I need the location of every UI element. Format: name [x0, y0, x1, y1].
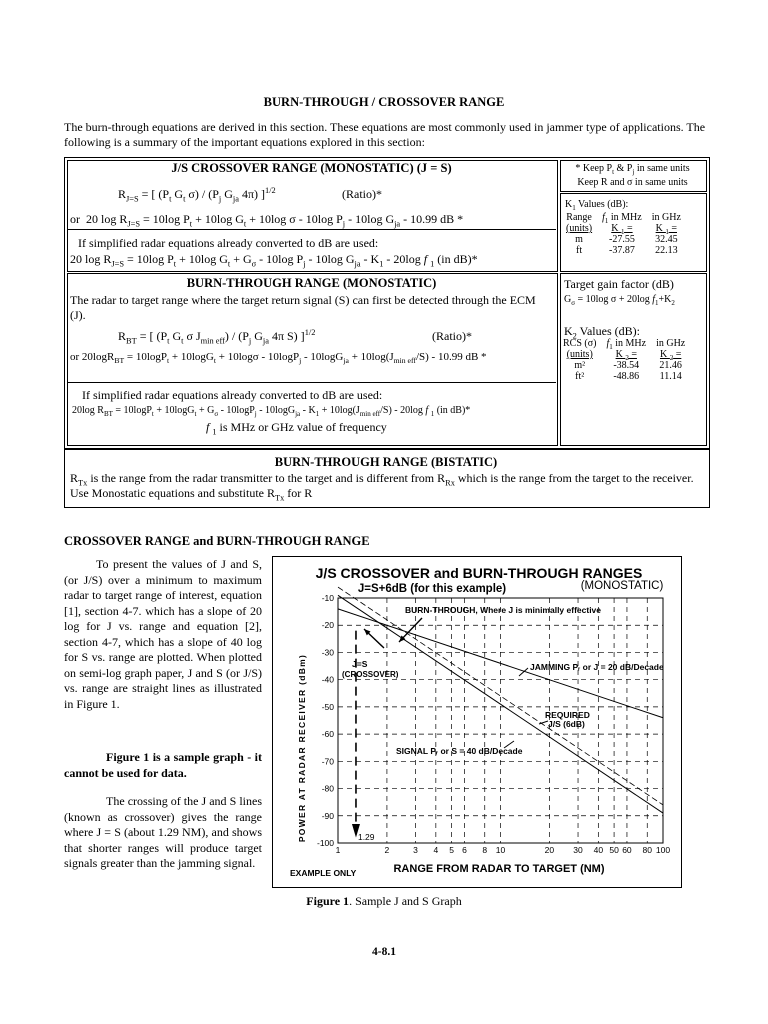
section-para3: The crossing of the J and S lines (known as crossover) gives the range where J = S (about 1.29 NM), and shows that shorter ranges will produce target signals greater than the jamming signal.: [64, 794, 262, 870]
k1-title: $K_1$ Values (dB):: [565, 199, 629, 212]
crossover-divider: [67, 229, 556, 230]
k1-r1-unit: ft: [576, 245, 583, 256]
annotation-signal: SIGNAL Pᵣ or S = 40 dB/Decade: [396, 746, 523, 756]
js-chart: [272, 556, 682, 888]
k1-r0-unit: m: [575, 234, 583, 245]
k1-c2: K $_1$ =: [655, 223, 677, 236]
annotation-required-js: J/S (6dB): [548, 719, 585, 729]
gain-eq: $G_\sigma = 10\log$ σ + 20log $f_1+K_2$: [564, 294, 675, 307]
y-tick-label: -40: [321, 674, 334, 685]
k2-c1: K $_2$ =: [615, 349, 637, 362]
x-tick-label: 1: [335, 845, 341, 855]
intro-paragraph: The burn-through equations are derived in this section. These equations are most commonly used in jammer type of applications. The following is a summary of the important equations explored in this section:: [64, 120, 706, 149]
figure-caption-label: Figure 1: [306, 894, 350, 908]
x-tick-label: 60: [622, 845, 632, 855]
crossover-eq3: 20 $\log R_{J=S} = 10\log$ $P_t + 10\log$ $G_t + G_\sigma - 10\log$ $P_j - 10\log$ $G_{ja} - K_1 - 20\log$ f $_1$ (in dB)*: [70, 252, 478, 269]
crossover-heading: J/S CROSSOVER RANGE (MONOSTATIC) (J = S): [171, 161, 452, 175]
x-tick-label: 40: [593, 845, 604, 855]
k2-h0: RCS (σ): [563, 338, 597, 349]
k1-r0-mhz: -27.55: [609, 234, 635, 245]
crossover-eq1-tag: (Ratio)*: [342, 187, 382, 201]
y-axis-label: POWER AT RADAR RECEIVER (dBm): [297, 653, 307, 843]
k2-h1: $f_1$ in MHz: [606, 338, 647, 351]
k1-h0: Range: [566, 212, 592, 223]
y-tick-label: -70: [321, 756, 334, 767]
chart-subtitle2: (MONOSTATIC): [580, 580, 664, 592]
bistatic-text: $R_{Tx}$ is the range from the radar transmitter to the target and is different from $R_{Rx}$ which is the range from the target to the receiver. Use Monostatic equations and substitute $R_{Tx}$ for R: [70, 471, 697, 503]
k1-c1: K $_1$ =: [611, 223, 633, 236]
k2-r1-mhz: -48.86: [613, 371, 640, 382]
k2-r1-unit: ft²: [575, 371, 585, 382]
annotation-jamming: JAMMING Pᵣ or J = 20 dB/Decade: [530, 662, 664, 672]
x-axis-label: RANGE FROM RADAR TO TARGET (NM): [393, 863, 605, 875]
k2-c0: (units): [566, 349, 593, 360]
y-tick-label: -30: [321, 647, 334, 658]
x-tick-label: 30: [573, 845, 583, 855]
section-para2: Figure 1 is a sample graph - it cannot be used for data.: [64, 750, 262, 780]
y-tick-label: -50: [321, 701, 334, 712]
k1-r0-ghz: 32.45: [655, 234, 678, 245]
burnthrough-eq2: or $20\log R_{BT} = 10\log P_t + 10\log G_t + 10\log\sigma - 10\log P_j - 10\log G_{ja} + 10\log(J_{min eff}/S) - 10.99$ dB *: [70, 351, 487, 366]
figure-caption: [0, 894, 768, 909]
burnthrough-text: The radar to target range where the target return signal (S) can first be detected through the ECM (J).: [70, 293, 536, 322]
k2-r0-ghz: 21.46: [659, 360, 682, 371]
section-para1: To present the values of J and S, (or J/S) over a minimum to maximum radar to target range of interest, equation [1], section 4-7. which has a slope of 20 log for J vs. range and equation [2], section 4-7, which has a slope of 40 log for S vs. range are plotted. When plotted on semi-log graph paper, J and S (or J/S) vs. range are straight lines as illustrated in Figure 1.: [64, 557, 262, 711]
x-tick-label: 5: [449, 845, 454, 855]
k1-r1-mhz: -37.87: [609, 245, 635, 256]
k2-h2: in GHz: [656, 338, 686, 349]
chart-footnote: EXAMPLE ONLY: [290, 868, 357, 878]
y-tick-label: -90: [321, 810, 334, 821]
y-tick-label: -20: [321, 620, 334, 631]
k1-r1-ghz: 22.13: [655, 245, 678, 256]
k2-title: $K_2$ Values (dB):: [564, 324, 640, 341]
x-tick-label: 10: [495, 845, 506, 855]
annotation-required: REQUIRED: [545, 710, 590, 720]
burnthrough-eq3: 20log $R_{BT} = 10\log P_t + 10\log G_t + G_\sigma - 10\log P_j - 10\log G_{ja} - K_1 + 10\log(J_{min eff}/S) - 20\log$ f $_1$ (in dB)*: [72, 405, 471, 418]
page-number: 4-8.1: [372, 946, 396, 958]
x-tick-label: 6: [462, 845, 467, 855]
side-keep-1: * Keep $P_t$ & $P_j$ in same units: [575, 163, 690, 176]
chart-subtitle: J=S+6dB (for this example): [357, 583, 507, 595]
chart-title: J/S CROSSOVER and BURN-THROUGH RANGES: [315, 565, 643, 581]
y-tick-label: -80: [321, 783, 334, 794]
k1-c0: (units): [566, 223, 593, 234]
y-tick-label: -60: [321, 729, 334, 740]
x-tick-label: 80: [642, 845, 652, 855]
figure-caption-text: . Sample J and S Graph: [349, 894, 462, 908]
x-tick-label: 8: [482, 845, 488, 855]
x-tick-label: 3: [413, 845, 418, 855]
crossover-note: If simplified radar equations already converted to dB are used:: [78, 236, 379, 250]
k1-h2: in GHz: [651, 212, 681, 223]
x-tick-label: 50: [609, 845, 619, 855]
k2-r0-unit: m²: [574, 360, 586, 371]
burnthrough-eq1-tag: (Ratio)*: [432, 329, 472, 343]
k2-table: [558, 338, 690, 382]
side-keep-2: Keep R and σ in same units: [577, 177, 688, 188]
x-tick-label: 100: [655, 845, 671, 855]
burnthrough-freq-note: f $_1$ is MHz or GHz value of frequency: [206, 420, 387, 437]
k2-c2: K $_2$ =: [659, 349, 682, 362]
k1-table: [561, 212, 686, 256]
annotation-js: J=S: [352, 659, 368, 669]
annotation-burnthrough: BURN-THROUGH, Where J is minimally effective: [405, 605, 602, 615]
bistatic-heading: BURN-THROUGH RANGE (BISTATIC): [274, 455, 498, 469]
x-tick-label: 20: [544, 845, 555, 855]
y-tick-label: -100: [316, 838, 334, 848]
page-title: BURN-THROUGH / CROSSOVER RANGE: [263, 95, 505, 109]
crossover-eq2: or 20 $\log R_{J=S} = 10\log$ $P_t + 10\log$ $G_t + 10\log$ σ - 10log $P_j - 10\log$ $G_{ja} - 10.99$ dB *: [70, 212, 464, 229]
annotation-crossover: (CROSSOVER): [342, 670, 399, 679]
x-tick-label: 2: [384, 845, 390, 855]
annotation-1-29: 1.29: [357, 832, 375, 842]
y-tick-label: -10: [321, 593, 334, 603]
k2-r1-ghz: 11.14: [659, 371, 682, 382]
burnthrough-eq1: $R_{BT}$ = [ ($P_t$ $G_t$ σ $J_{min eff}) / (P_j$ $G_{ja}$ 4π S) ]$^{1/2}$: [118, 328, 316, 346]
burnthrough-note: If simplified radar equations already converted to dB are used:: [82, 388, 383, 402]
crossover-eq1: $R_{J=S}$ = [ ($P_t$ $G_t$ $\sigma) / (P_j$ $G_{ja}$ 4π) ]$^{1/2}$: [118, 186, 276, 204]
gain-title: Target gain factor (dB): [564, 277, 674, 291]
section-heading: CROSSOVER RANGE and BURN-THROUGH RANGE: [64, 534, 370, 548]
k1-h1: $f_1$ in MHz: [602, 212, 642, 225]
k2-r0-mhz: -38.54: [613, 360, 640, 371]
burnthrough-divider: [67, 382, 556, 383]
x-tick-label: 4: [433, 845, 439, 855]
burnthrough-heading: BURN-THROUGH RANGE (MONOSTATIC): [186, 276, 437, 290]
